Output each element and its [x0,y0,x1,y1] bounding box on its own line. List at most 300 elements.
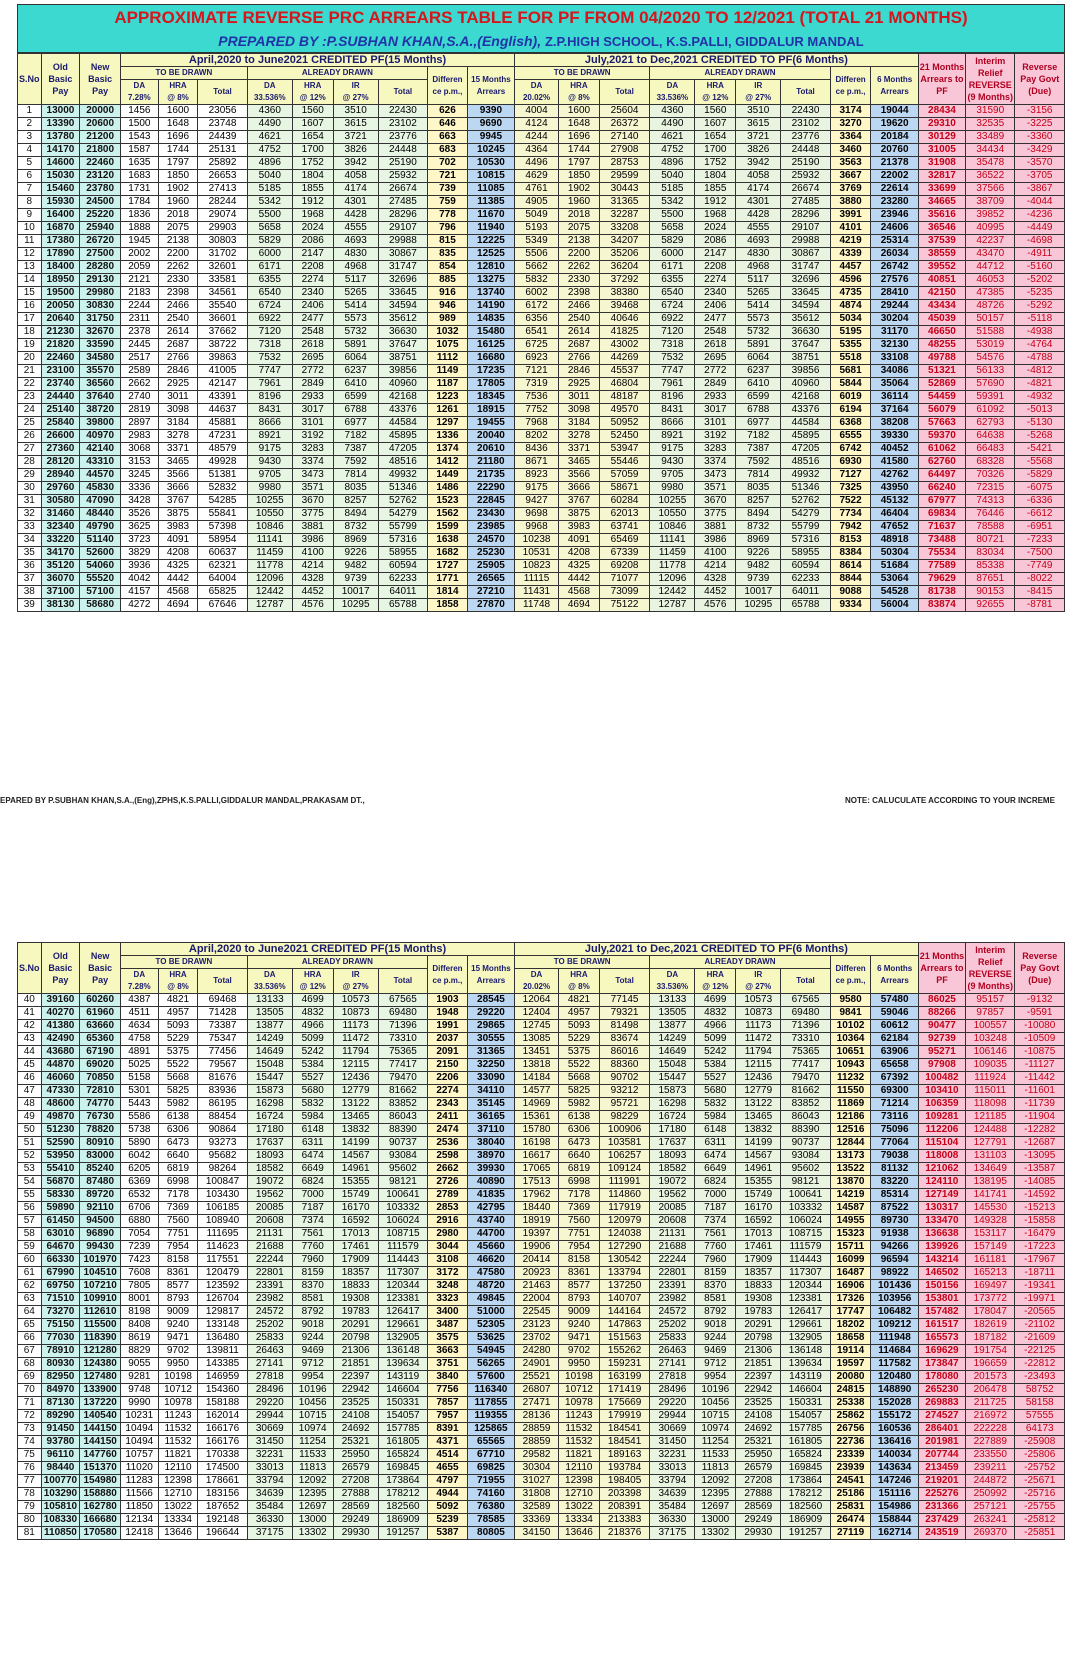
table-cell: 6819 [559,1163,600,1176]
section-2-header: July,2021 to Dec,2021 CREDITED TO PF(6 Months) [515,943,919,956]
table-cell: 70 [18,1384,42,1397]
table-cell: 173864 [378,1475,427,1488]
table-cell: 2138 [559,235,600,248]
table-cell: 28859 [515,1436,559,1449]
table-cell: 159231 [599,1358,649,1371]
table-cell: 4328 [695,573,736,586]
table-cell: 35540 [198,300,247,313]
table-cell: 626 [428,105,468,118]
table-cell: 9702 [559,1345,600,1358]
table-row [18,1046,1065,1059]
table-cell: 5355 [830,339,871,352]
table-cell: 30867 [781,248,830,261]
table-cell: 12110 [158,1462,198,1475]
table-cell: 17747 [830,1306,871,1319]
table-cell: 233550 [966,1449,1015,1462]
table-cell: 48440 [80,508,121,521]
table-cell: 21463 [515,1280,559,1293]
table-cell: 40851 [918,274,965,287]
table-cell: 2311 [121,313,159,326]
table-cell: 8666 [247,417,292,430]
table-cell: 96594 [871,1254,918,1267]
table-cell: 18357 [736,1267,781,1280]
table-cell: 42150 [918,287,965,300]
table-cell: 129661 [781,1319,830,1332]
table-cell: 24448 [781,144,830,157]
table-cell: 25230 [467,547,514,560]
table-cell: 22460 [41,352,80,365]
table-cell: 1836 [121,209,159,222]
table-cell: 51381 [198,469,247,482]
table-cell: 89720 [80,1189,121,1202]
table-cell: 45895 [781,430,830,443]
table-cell: 13465 [333,1111,378,1124]
table-cell: 54576 [966,352,1015,365]
table-cell: 7 [18,183,42,196]
table-cell: 57555 [1015,1410,1065,1423]
table-cell: 24108 [736,1410,781,1423]
table-cell: 4830 [736,248,781,261]
table-cell: 18093 [650,1150,695,1163]
table-row [18,1254,1065,1267]
table-cell: 161517 [918,1319,965,1332]
table-cell: 30555 [467,1033,514,1046]
table-cell: 14190 [467,300,514,313]
table-row [18,456,1065,469]
table-cell: 27208 [333,1475,378,1488]
table-cell: 119355 [467,1410,514,1423]
table-cell: 29988 [378,235,427,248]
table-cell: 80805 [467,1527,514,1540]
table-cell: 9471 [559,1332,600,1345]
table-cell: 28940 [41,469,80,482]
table-cell: 9244 [292,1332,333,1345]
table-cell: 11472 [736,1033,781,1046]
table-cell: 31908 [918,157,965,170]
table-cell: 141741 [966,1189,1015,1202]
table-cell: 211725 [966,1397,1015,1410]
table-cell: 105810 [41,1501,80,1514]
table-cell: 18582 [650,1163,695,1176]
table-cell: 22002 [871,170,918,183]
table-cell: 36070 [41,573,80,586]
table-cell: 2517 [121,352,159,365]
table-cell: 162014 [198,1410,247,1423]
table-cell: 20291 [333,1319,378,1332]
table-cell: 6042 [121,1150,159,1163]
table-cell: 163199 [599,1371,649,1384]
table-cell: 11550 [830,1085,871,1098]
table-cell: 36165 [467,1111,514,1124]
table-cell: 51588 [966,326,1015,339]
table-cell: 3936 [121,560,159,573]
table-cell: 51684 [871,560,918,573]
table-cell: 14835 [467,313,514,326]
table-cell: 13334 [559,1514,600,1527]
table-cell: 13740 [467,287,514,300]
table-cell: 27908 [599,144,649,157]
table-cell: -5268 [1015,430,1065,443]
table-cell: 12442 [247,586,292,599]
table-cell: 29944 [650,1410,695,1423]
table-cell: 4830 [333,248,378,261]
table-cell: 11459 [247,547,292,560]
table-cell: 49870 [41,1111,80,1124]
table-cell: 1700 [695,144,736,157]
table-cell: 165573 [918,1332,965,1345]
table-cell: 11115 [515,573,559,586]
col-total-old: Total [378,969,427,994]
table-cell: 2274 [428,1085,468,1098]
table-cell: 16125 [467,339,514,352]
table-cell: 39856 [378,365,427,378]
table-row [18,521,1065,534]
table-cell: 22801 [247,1267,292,1280]
table-cell: 12 [18,248,42,261]
table-cell: 45 [18,1059,42,1072]
table-cell: -5202 [1015,274,1065,287]
table-cell: 4966 [292,1020,333,1033]
table-cell: 57398 [198,521,247,534]
table-cell: 19072 [650,1176,695,1189]
table-cell: 38040 [467,1137,514,1150]
table-cell: 12092 [292,1475,333,1488]
table-cell: 20608 [247,1215,292,1228]
table-cell: 24440 [41,391,80,404]
table-cell: 26372 [599,118,649,131]
table-cell: 3721 [333,131,378,144]
table-cell: 191257 [378,1527,427,1540]
table-cell: -6075 [1015,482,1065,495]
table-cell: 121185 [966,1111,1015,1124]
col-hra-2: HRA @ 8% [559,969,600,994]
table-cell: 2208 [695,261,736,274]
table-cell: 29944 [247,1410,292,1423]
table-cell: 88390 [781,1124,830,1137]
table-cell: 23982 [247,1293,292,1306]
table-cell: 69 [18,1371,42,1384]
table-cell: 23391 [247,1280,292,1293]
table-cell: 36330 [650,1514,695,1527]
table-cell: 5825 [559,1085,600,1098]
table-cell: 86016 [599,1046,649,1059]
table-cell: 12418 [121,1527,159,1540]
table-cell: 23280 [871,196,918,209]
table-cell: 43310 [80,456,121,469]
table-cell: 64004 [198,573,247,586]
table-cell: 11532 [158,1436,198,1449]
table-cell: 143634 [871,1462,918,1475]
table-cell: 4442 [158,573,198,586]
table-row [18,1215,1065,1228]
table-cell: 10231 [121,1410,159,1423]
table-cell: 13505 [650,1007,695,1020]
table-cell: 4832 [695,1007,736,1020]
table-cell: -23493 [1015,1371,1065,1384]
table-cell: 3487 [428,1319,468,1332]
table-cell: 10573 [333,994,378,1007]
table-cell: 24572 [247,1306,292,1319]
table-cell: 1771 [428,573,468,586]
table-cell: 117919 [599,1202,649,1215]
table-cell: 109124 [599,1163,649,1176]
table-cell: 8361 [559,1267,600,1280]
table-cell: -13095 [1015,1150,1065,1163]
table-cell: 146604 [378,1384,427,1397]
table-cell: 13465 [736,1111,781,1124]
table-cell: 6824 [695,1176,736,1189]
table-cell: 67990 [41,1267,80,1280]
table-cell: 2589 [121,365,159,378]
table-cell: 92655 [966,599,1015,612]
table-cell: 106482 [871,1306,918,1319]
table-cell: 16487 [830,1267,871,1280]
table-cell: 64638 [966,430,1015,443]
table-cell: 81676 [198,1072,247,1085]
table-cell: 114860 [599,1189,649,1202]
table-cell: 4301 [333,196,378,209]
table-cell: 10573 [736,994,781,1007]
table-cell: 59046 [871,1007,918,1020]
table-cell: 17235 [467,365,514,378]
table-cell: 62184 [871,1033,918,1046]
col-reverse: Reverse Pay Govt (Due) [1015,54,1065,105]
table-cell: 9018 [695,1319,736,1332]
table-cell: 7756 [428,1384,468,1397]
table-cell: 43002 [599,339,649,352]
table-cell: 3278 [559,430,600,443]
table-cell: 37175 [650,1527,695,1540]
table-cell: 109212 [871,1319,918,1332]
table-cell: 132905 [781,1332,830,1345]
table-cell: 6311 [292,1137,333,1150]
table-cell: 13505 [247,1007,292,1020]
table-row [18,560,1065,573]
table-cell: 26565 [467,573,514,586]
table-cell: 5193 [515,222,559,235]
table-row [18,339,1065,352]
table-cell: 21200 [80,131,121,144]
table-cell: 27888 [736,1488,781,1501]
table-row [18,261,1065,274]
table-cell: 147760 [80,1449,121,1462]
table-cell: 25521 [515,1371,559,1384]
table-cell: 65360 [80,1033,121,1046]
table-cell: 9471 [158,1332,198,1345]
arrears-table-top [17,53,1065,612]
table-cell: 53019 [966,339,1015,352]
table-cell: 165824 [781,1449,830,1462]
table-cell: 103581 [599,1137,649,1150]
table-cell: 62 [18,1280,42,1293]
table-cell: 7751 [559,1228,600,1241]
table-cell: -25812 [1015,1514,1065,1527]
col-hra: HRA @ 8% [158,969,198,994]
table-cell: 38709 [966,196,1015,209]
table-cell: 5518 [830,352,871,365]
table-cell: 106359 [918,1098,965,1111]
table-cell: 88360 [599,1059,649,1072]
table-cell: 58 [18,1228,42,1241]
table-row [18,547,1065,560]
table-cell: 5522 [158,1059,198,1072]
table-cell: 79470 [378,1072,427,1085]
table-cell: 29310 [918,118,965,131]
table-cell: 187182 [966,1332,1015,1345]
table-cell: 989 [428,313,468,326]
table-cell: 26600 [41,430,80,443]
table-cell: 25950 [333,1449,378,1462]
table-cell: 218376 [599,1527,649,1540]
table-cell: 44584 [781,417,830,430]
table-cell: 94500 [80,1215,121,1228]
table-cell: 227889 [966,1436,1015,1449]
table-cell: 13000 [695,1514,736,1527]
table-cell: 57316 [378,534,427,547]
table-cell: 3371 [158,443,198,456]
table-cell: 3283 [292,443,333,456]
table-cell: 1500 [121,118,159,131]
table-row [18,274,1065,287]
table-cell: 47652 [871,521,918,534]
col-da-2: DA 20.02% [515,969,559,994]
table-cell: 37292 [599,274,649,287]
table-cell: 179919 [599,1410,649,1423]
table-cell: 16400 [41,209,80,222]
table-cell: 2340 [695,287,736,300]
table-cell: 4100 [695,547,736,560]
table-cell: 114623 [198,1241,247,1254]
table-cell: 9482 [333,560,378,573]
table-cell: 22545 [515,1306,559,1319]
table-cell: 11940 [467,222,514,235]
table-cell: 13302 [292,1527,333,1540]
table-cell: 38751 [781,352,830,365]
table-cell: 24 [18,404,42,417]
table-cell: 9240 [559,1319,600,1332]
table-cell: 4360 [247,105,292,118]
col-hra-old-2: HRA @ 12% [695,969,736,994]
table-cell: 120344 [378,1280,427,1293]
table-cell: -6612 [1015,508,1065,521]
table-cell: 50952 [599,417,649,430]
table-cell: 100906 [599,1124,649,1137]
table-cell: 67 [18,1345,42,1358]
table-cell: 11254 [292,1436,333,1449]
table-cell: 1903 [428,994,468,1007]
table-cell: 9739 [736,573,781,586]
table-cell: 2618 [695,339,736,352]
table-cell: 10530 [467,157,514,170]
table-cell: 118390 [80,1332,121,1345]
table-cell: 8581 [292,1293,333,1306]
table-cell: -25851 [1015,1527,1065,1540]
table-cell: 11821 [158,1449,198,1462]
table-cell: 10198 [559,1371,600,1384]
table-cell: 31590 [966,105,1015,118]
table-cell: 14587 [830,1202,871,1215]
table-cell: -6336 [1015,495,1065,508]
table-cell: 25833 [247,1332,292,1345]
table-cell: 57059 [599,469,649,482]
table-cell: 739 [428,183,468,196]
table-cell: 121280 [80,1345,121,1358]
table-cell: 2406 [695,300,736,313]
table-cell: 115011 [966,1085,1015,1098]
table-cell: 4576 [292,599,333,612]
table-cell: 207744 [918,1449,965,1462]
table-cell: 83034 [966,547,1015,560]
table-cell: 1587 [121,144,159,157]
table-cell: 8198 [121,1306,159,1319]
table-cell: 213383 [599,1514,649,1527]
table-cell: 13275 [467,274,514,287]
table-cell: 70326 [966,469,1015,482]
table-cell: 2208 [292,261,333,274]
table-cell: 2086 [695,235,736,248]
table-cell: 4699 [292,994,333,1007]
table-cell: 11243 [158,1410,198,1423]
table-cell: 9175 [247,443,292,456]
table-cell: 2206 [428,1072,468,1085]
table-cell: 835 [428,248,468,261]
table-cell: 8494 [333,508,378,521]
table-cell: 58330 [41,1189,80,1202]
table-cell: 52305 [467,1319,514,1332]
table-cell: 95602 [378,1163,427,1176]
table-cell: 15873 [247,1085,292,1098]
table-cell: 120344 [781,1280,830,1293]
table-cell: 22614 [871,183,918,196]
table-cell: 95721 [599,1098,649,1111]
table-cell: 98922 [871,1267,918,1280]
table-cell: 15 [18,287,42,300]
table-cell: 5668 [559,1072,600,1085]
table-cell: 10715 [695,1410,736,1423]
table-cell: 10978 [559,1397,600,1410]
table-cell: 2445 [121,339,159,352]
table-cell: 94266 [871,1241,918,1254]
table-cell: 184541 [599,1423,649,1436]
table-cell: 3625 [121,521,159,534]
table-cell: 17065 [515,1163,559,1176]
table-cell: 193784 [599,1462,649,1475]
table-cell: 4797 [428,1475,468,1488]
table-cell: 144150 [80,1436,121,1449]
table-cell: 35484 [650,1501,695,1514]
table-cell: 1696 [559,131,600,144]
table-cell: 2916 [428,1215,468,1228]
table-cell: 815 [428,235,468,248]
col-total: Total [198,80,247,105]
table-cell: 89730 [871,1215,918,1228]
table-cell: 6788 [333,404,378,417]
table-cell: 263241 [966,1514,1015,1527]
table-cell: 33794 [247,1475,292,1488]
table-cell: 27360 [41,443,80,456]
table-cell: 10494 [121,1436,159,1449]
table-cell: 20085 [247,1202,292,1215]
table-cell: 44570 [80,469,121,482]
table-cell: -18711 [1015,1267,1065,1280]
table-cell: 4576 [695,599,736,612]
table-cell: 7121 [515,365,559,378]
table-cell: 25892 [198,157,247,170]
table-cell: 6824 [292,1176,333,1189]
table-cell: 6410 [333,378,378,391]
table-row [18,508,1065,521]
table-cell: 7182 [736,430,781,443]
